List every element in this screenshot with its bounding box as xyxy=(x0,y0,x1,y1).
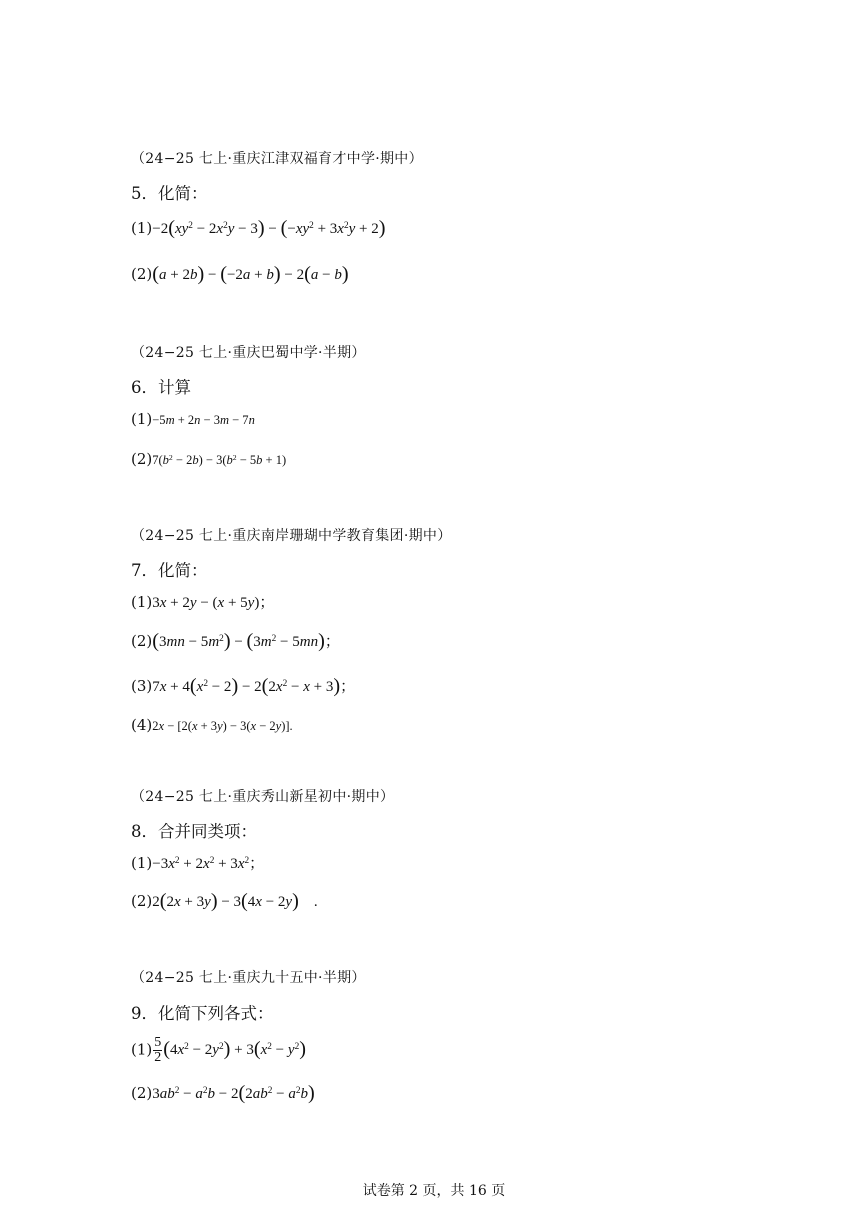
math-expression: 3x + 2y − (x + 5y)； xyxy=(152,595,275,611)
math-expression: $3ab^2 - a^2b - 2(2ab^2 - a^2b)$ xyxy=(152,1082,315,1105)
item-label: (3) xyxy=(131,677,153,695)
item-label: (2) xyxy=(131,450,153,468)
item-label: (2) xyxy=(131,632,153,650)
problem-5-source: （24−25 七上·重庆江津双福育才中学·期中） xyxy=(131,151,423,167)
page-footer: 试卷第 2 页，共 16 页 xyxy=(362,1183,506,1199)
math-expression: $-2(xy^2 - 2x^2y - 3) - (-xy^2 + 3x^2y + 2)$ xyxy=(152,217,386,240)
problem-6-heading: 6．计算 xyxy=(131,378,191,397)
problem-7-item-3 xyxy=(131,675,355,696)
problem-8-item-1 xyxy=(131,852,264,873)
math-expression: 2(2x + 3y) − 3(4x − 2y) . xyxy=(152,890,318,913)
problem-5-item-2 xyxy=(131,265,349,284)
problem-8-source: （24−25 七上·重庆秀山新星初中·期中） xyxy=(131,789,395,805)
math-expression: (a + 2b) − (−2a + b) − 2(a − b) xyxy=(152,263,349,286)
problem-7-item-1 xyxy=(131,591,274,612)
item-label: (2) xyxy=(131,892,153,910)
item-label: (1) xyxy=(131,219,153,237)
math-expression: $\frac{5}{2}$ $(4x^2 - 2y^2) + 3(x^2 - y^2)$ xyxy=(154,1035,306,1065)
item-label: (1) xyxy=(131,1040,153,1059)
math-expression: 2x − [2(x + 3y) − 3(x − 2y)]. xyxy=(152,719,293,733)
problem-7-heading: 7．化简： xyxy=(131,561,208,580)
problem-8-item-2 xyxy=(131,890,318,911)
problem-6-item-2 xyxy=(131,450,286,468)
problem-9-item-1 xyxy=(131,1036,306,1065)
problem-7-item-2 xyxy=(131,630,340,651)
problem-9-source: （24−25 七上·重庆九十五中·半期） xyxy=(131,970,366,986)
item-label: (1) xyxy=(131,410,153,428)
fraction: $\frac{5}{2}$ xyxy=(154,1035,162,1065)
problem-5-heading: 5．化简： xyxy=(131,184,208,203)
math-expression: $-3x^2 + 2x^2 + 3x^2$； xyxy=(152,855,265,872)
item-label: (2) xyxy=(131,1084,153,1102)
math-expression: −5m + 2n − 3m − 7n xyxy=(152,413,255,427)
math-expression: $7x + 4(x^2 - 2) - 2(2x^2 - x + 3)$； xyxy=(152,675,356,698)
problem-5-item-1 xyxy=(131,219,386,238)
math-expression: $(3mn - 5m^2) - (3m^2 - 5mn)$； xyxy=(152,630,340,653)
problem-9-heading: 9．化简下列各式： xyxy=(131,1004,274,1023)
item-label: (2) xyxy=(131,265,153,283)
item-label: (4) xyxy=(131,716,153,734)
problem-7-item-4 xyxy=(131,716,293,734)
math-expression: $7(b^2 - 2b) - 3(b^2 - 5b + 1)$ xyxy=(152,452,287,467)
problem-6-item-1 xyxy=(131,410,255,428)
problem-8-heading: 8．合并同类项： xyxy=(131,822,257,841)
item-label: (1) xyxy=(131,854,153,872)
problem-7-source: （24−25 七上·重庆南岸珊瑚中学教育集团·期中） xyxy=(131,528,452,544)
item-label: (1) xyxy=(131,593,153,611)
problem-9-item-2 xyxy=(131,1084,315,1103)
problem-6-source: （24−25 七上·重庆巴蜀中学·半期） xyxy=(131,345,366,361)
